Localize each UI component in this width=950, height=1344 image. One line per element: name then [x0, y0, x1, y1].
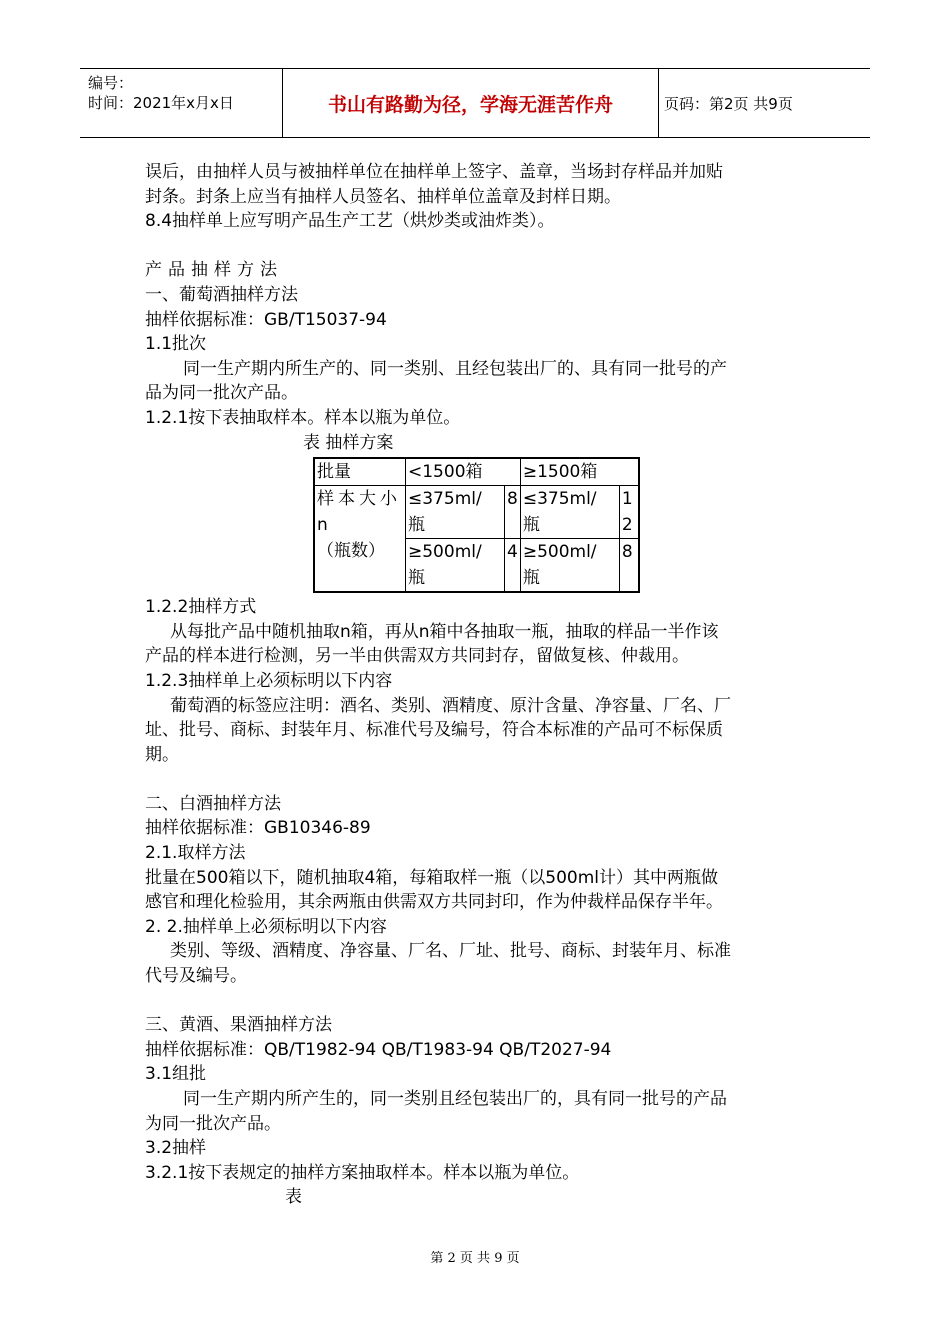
table-cell-value: 8 [619, 539, 639, 593]
section-heading: 2.1.取样方法 [145, 843, 246, 864]
table-row-label [314, 486, 406, 593]
paragraph-line: 感官和理化检验用，其余两瓶由供需双方共同封印，作为仲裁样品保存半年。 [145, 892, 723, 913]
section-heading: 2. 2.抽样单上必须标明以下内容 [145, 916, 387, 937]
paragraph-line: 封条。封条上应当有抽样人员签名、抽样单位盖章及封样日期。 [145, 186, 621, 207]
paragraph-line: 为同一批次产品。 [145, 1113, 281, 1134]
cell-text: ≤375ml/ [408, 489, 482, 510]
header-page-label: 页码：第2页 共9页 [664, 94, 793, 113]
section-heading: 3.2抽样 [145, 1138, 207, 1159]
section-heading: 3.1组批 [145, 1064, 207, 1085]
table-caption: 表 抽样方案 [303, 432, 394, 453]
cell-text: 瓶 [408, 515, 425, 536]
table-cell-value: 4 [505, 539, 521, 593]
header-meta [88, 73, 234, 113]
cell-text: 2 [621, 515, 633, 536]
cell-text: ≥500ml/ [408, 542, 482, 563]
document-title: 产品抽样方法 [145, 260, 283, 281]
paragraph-line: 类别、等级、酒精度、净容量、厂名、厂址、批号、商标、封装年月、标准 [170, 941, 731, 962]
cell-text: 瓶 [408, 568, 425, 589]
table-header-under-1500: <1500箱 [406, 458, 521, 486]
section-heading: 1.2.1按下表抽取样本。样本以瓶为单位。 [145, 407, 461, 428]
section-heading: 8.4抽样单上应写明产品生产工艺（烘炒类或油炸类）。 [145, 211, 555, 232]
paragraph-line: 误后，由抽样人员与被抽样单位在抽样单上签字、盖章，当场封存样品并加贴 [145, 162, 723, 182]
table-cell [520, 539, 619, 593]
section-heading: 一、葡萄酒抽样方法 [145, 284, 298, 305]
section-heading: 二、白酒抽样方法 [145, 793, 281, 814]
paragraph-line: 从每批产品中随机抽取n箱，再从n箱中各抽取一瓶，抽取的样品一半作该 [170, 621, 719, 642]
paragraph-line: 期。 [145, 744, 179, 765]
section-heading: 1.2.3抽样单上必须标明以下内容 [145, 670, 393, 691]
paragraph-line: 代号及编号。 [145, 966, 247, 987]
row-label-line: （瓶数） [317, 541, 385, 562]
paragraph-line: 址、批号、商标、封装年月、标准代号及编号，符合本标准的产品可不标保质 [145, 720, 723, 741]
table-caption: 表 [285, 1187, 302, 1208]
header-motto: 书山有路勤为径，学海无涯苦作舟 [282, 69, 659, 137]
document-date-label: 时间：2021年x月x日 [88, 94, 234, 112]
paragraph-line: 批量在500箱以下，随机抽取4箱，每箱取样一瓶（以500ml计）其中两瓶做 [145, 867, 718, 888]
cell-text: ≥500ml/ [522, 542, 597, 563]
paragraph-line: 葡萄酒的标签应注明：酒名、类别、酒精度、原汁含量、净容量、厂名、厂 [170, 695, 731, 716]
cell-text: 瓶 [522, 515, 540, 536]
table-cell-value: 8 [505, 486, 521, 539]
table-cell [406, 539, 505, 593]
page-footer: 第 2 页 共 9 页 [430, 1251, 520, 1266]
paragraph-line: 3.2.1按下表规定的抽样方案抽取样本。样本以瓶为单位。 [145, 1162, 580, 1183]
table-header-over-1500: ≥1500箱 [520, 458, 639, 486]
cell-text: 瓶 [522, 568, 540, 589]
table-cell [520, 486, 619, 539]
standard-reference: 抽样依据标准：GB10346-89 [145, 818, 371, 839]
section-heading: 三、黄酒、果酒抽样方法 [145, 1015, 332, 1036]
section-heading: 1.2.2抽样方式 [145, 597, 257, 618]
standard-reference: 抽样依据标准：GB/T15037-94 [145, 309, 387, 330]
row-label-line: 样本大小 [317, 489, 401, 510]
standard-reference: 抽样依据标准：QB/T1982-94 QB/T1983-94 QB/T2027-94 [145, 1039, 612, 1060]
paragraph-line: 同一生产期内所产生的，同一类别且经包装出厂的，具有同一批号的产品 [183, 1089, 727, 1109]
sampling-table [313, 457, 640, 593]
page-header [80, 68, 870, 138]
paragraph-line: 同一生产期内所生产的、同一类别、且经包装出厂的、具有同一批号的产 [183, 358, 727, 379]
table-cell [406, 486, 505, 539]
paragraph-line: 品为同一批次产品。 [145, 383, 298, 404]
document-number-label: 编号： [88, 74, 134, 92]
section-heading: 1.1批次 [145, 334, 207, 355]
table-cell-value [619, 486, 639, 539]
cell-text: 1 [621, 489, 633, 510]
document-body [145, 160, 815, 1210]
table-header-batch: 批量 [314, 458, 406, 486]
cell-text: ≤375ml/ [522, 489, 597, 510]
row-label-line: n [317, 515, 328, 536]
paragraph-line: 产品的样本进行检测，另一半由供需双方共同封存，留做复核、仲裁用。 [145, 646, 689, 667]
